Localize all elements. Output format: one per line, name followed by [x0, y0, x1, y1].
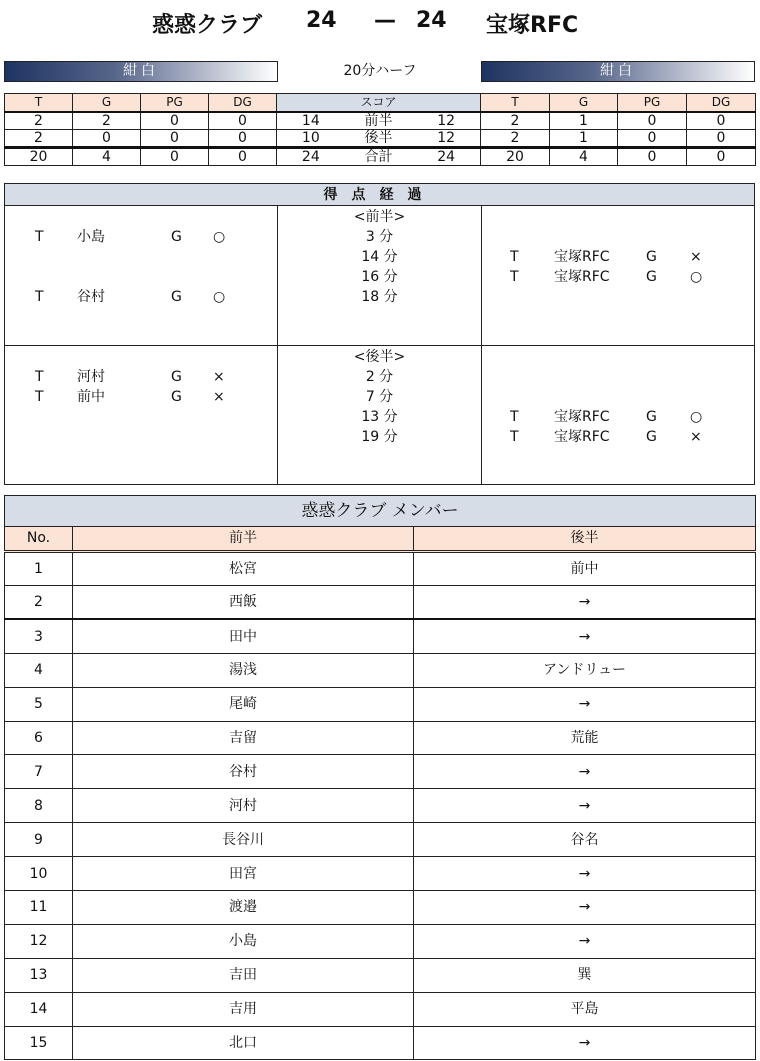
score-entry	[5, 367, 277, 387]
half-label: <後半>	[353, 349, 406, 365]
member-row	[5, 619, 756, 653]
second-half-home-scores	[5, 346, 278, 484]
away-dg: 0	[687, 112, 756, 130]
score-separator: —	[374, 8, 396, 33]
home-points: 24	[301, 149, 320, 165]
score-table	[4, 93, 756, 166]
header-away-pg: PG	[618, 94, 687, 112]
second-half-player: →	[414, 586, 756, 620]
player-no: 6	[5, 721, 73, 755]
member-table	[4, 495, 756, 1060]
score-cell	[277, 148, 481, 166]
period-label: 合計	[364, 149, 393, 165]
home-score: 24	[306, 8, 337, 33]
score-row-first-half	[5, 112, 756, 130]
away-g: 1	[550, 112, 618, 130]
away-pg: 0	[618, 130, 687, 148]
header-score: スコア	[277, 94, 481, 112]
conversion-result: ○	[213, 289, 226, 305]
scorer-name: 宝塚RFC	[554, 409, 610, 425]
player-no: 3	[5, 619, 73, 653]
header-home-dg: DG	[209, 94, 277, 112]
player-no: 2	[5, 586, 73, 620]
time-entry: 16 分	[361, 269, 398, 285]
score-type: T	[510, 249, 519, 265]
scorer-name: 谷村	[77, 289, 105, 305]
away-pg: 0	[618, 148, 687, 166]
second-half-player: →	[414, 619, 756, 653]
player-no: 8	[5, 789, 73, 823]
second-half-player: 巽	[414, 958, 756, 992]
first-half-home-scores	[5, 206, 278, 345]
score-type: T	[510, 269, 519, 285]
header-home-pg: PG	[141, 94, 209, 112]
away-score: 24	[416, 8, 447, 33]
first-half-player: 北口	[73, 1026, 414, 1060]
scorer-name: 小島	[77, 229, 105, 245]
second-half-player: →	[414, 1026, 756, 1060]
first-half-player: 小島	[73, 924, 414, 958]
header-away-g: G	[550, 94, 618, 112]
second-half-player: →	[414, 891, 756, 925]
second-half-player: →	[414, 857, 756, 891]
conversion-result: ○	[213, 229, 226, 245]
time-entry: 19 分	[361, 429, 398, 445]
time-entry: 13 分	[361, 409, 398, 425]
away-t: 2	[481, 112, 550, 130]
score-type: T	[35, 289, 44, 305]
second-half-player: →	[414, 755, 756, 789]
member-row	[5, 687, 756, 721]
time-entry: 2 分	[365, 369, 394, 385]
scorer-name: 宝塚RFC	[554, 249, 610, 265]
home-points: 14	[301, 112, 320, 129]
away-g: 1	[550, 130, 618, 148]
away-t: 20	[481, 148, 550, 166]
home-pg: 0	[141, 112, 209, 130]
scoring-progress	[4, 183, 755, 485]
time-entry: 7 分	[365, 389, 394, 405]
half-label: <前半>	[353, 209, 406, 225]
home-g: 4	[73, 148, 141, 166]
home-dg: 0	[209, 112, 277, 130]
header-no: No.	[5, 527, 73, 552]
score-type: T	[35, 369, 44, 385]
home-g: 2	[73, 112, 141, 130]
away-dg: 0	[687, 130, 756, 148]
player-no: 11	[5, 891, 73, 925]
second-half-times	[278, 346, 482, 484]
conversion-label: G	[171, 289, 182, 305]
home-g: 0	[73, 130, 141, 148]
member-row	[5, 552, 756, 586]
conversion-label: G	[646, 429, 657, 445]
score-entry	[482, 267, 754, 287]
first-half-times	[278, 206, 482, 345]
member-row	[5, 1026, 756, 1060]
header-away-t: T	[481, 94, 550, 112]
second-half-player: アンドリュー	[414, 653, 756, 687]
member-row	[5, 586, 756, 620]
score-entry	[5, 227, 277, 247]
first-half-player: 吉用	[73, 992, 414, 1026]
score-row-second-half	[5, 130, 756, 148]
score-type: T	[510, 429, 519, 445]
member-caption: 惑惑クラブ メンバー	[5, 496, 756, 527]
score-row-total	[5, 148, 756, 166]
first-half-player: 吉留	[73, 721, 414, 755]
conversion-result: ×	[213, 389, 225, 405]
conversion-result: ○	[690, 409, 703, 425]
scoring-progress-header: 得点経過	[5, 184, 754, 206]
member-header-row	[5, 527, 756, 552]
first-half-player: 松宮	[73, 552, 414, 586]
first-half-player: 長谷川	[73, 823, 414, 857]
score-type: T	[35, 229, 44, 245]
member-row	[5, 721, 756, 755]
home-t: 20	[5, 148, 73, 166]
second-half-player: →	[414, 687, 756, 721]
player-no: 7	[5, 755, 73, 789]
score-cell	[277, 130, 481, 148]
score-entry	[482, 427, 754, 447]
conversion-result: ○	[690, 269, 703, 285]
score-entry	[5, 287, 277, 307]
scorer-name: 宝塚RFC	[554, 429, 610, 445]
score-entry	[482, 247, 754, 267]
conversion-label: G	[171, 369, 182, 385]
away-t: 2	[481, 130, 550, 148]
member-row	[5, 857, 756, 891]
conversion-result: ×	[690, 249, 702, 265]
player-no: 15	[5, 1026, 73, 1060]
first-half-player: 渡邉	[73, 891, 414, 925]
scorer-name: 前中	[77, 389, 105, 405]
first-half-player: 湯浅	[73, 653, 414, 687]
home-points: 10	[301, 130, 320, 146]
player-no: 12	[5, 924, 73, 958]
conversion-label: G	[171, 389, 182, 405]
member-row	[5, 958, 756, 992]
second-half-player: 平島	[414, 992, 756, 1026]
away-jersey-color: 紺白	[481, 61, 755, 82]
member-row	[5, 789, 756, 823]
second-half-player: 前中	[414, 552, 756, 586]
period-label: 後半	[364, 130, 393, 146]
player-no: 13	[5, 958, 73, 992]
second-half-player: 谷名	[414, 823, 756, 857]
away-pg: 0	[618, 112, 687, 130]
match-title	[0, 8, 760, 42]
first-half-player: 尾崎	[73, 687, 414, 721]
conversion-result: ×	[690, 429, 702, 445]
member-row	[5, 891, 756, 925]
away-g: 4	[550, 148, 618, 166]
player-no: 4	[5, 653, 73, 687]
away-team-name: 宝塚RFC	[486, 13, 579, 38]
home-team-name: 惑惑クラブ	[152, 13, 263, 38]
score-type: T	[510, 409, 519, 425]
home-t: 2	[5, 112, 73, 130]
player-no: 14	[5, 992, 73, 1026]
conversion-label: G	[171, 229, 182, 245]
scorer-name: 河村	[77, 369, 105, 385]
player-no: 10	[5, 857, 73, 891]
second-half-block	[5, 346, 754, 484]
home-jersey-color: 紺白	[4, 61, 278, 82]
member-table-caption	[5, 496, 756, 527]
away-dg: 0	[687, 148, 756, 166]
header-first-half: 前半	[73, 527, 414, 552]
away-points: 24	[437, 149, 456, 165]
time-entry: 14 分	[361, 249, 398, 265]
score-entry	[5, 387, 277, 407]
scorer-name: 宝塚RFC	[554, 269, 610, 285]
score-type: T	[35, 389, 44, 405]
score-header-row	[5, 94, 756, 112]
home-dg: 0	[209, 130, 277, 148]
header-away-dg: DG	[687, 94, 756, 112]
member-row	[5, 992, 756, 1026]
conversion-label: G	[646, 409, 657, 425]
header-second-half: 後半	[414, 527, 756, 552]
conversion-label: G	[646, 249, 657, 265]
player-no: 9	[5, 823, 73, 857]
first-half-player: 田中	[73, 619, 414, 653]
first-half-player: 河村	[73, 789, 414, 823]
second-half-player: 荒能	[414, 721, 756, 755]
first-half-block	[5, 206, 754, 346]
first-half-player: 西飯	[73, 586, 414, 620]
header-home-t: T	[5, 94, 73, 112]
member-row	[5, 924, 756, 958]
score-entry	[482, 407, 754, 427]
member-row	[5, 823, 756, 857]
header-home-g: G	[73, 94, 141, 112]
match-format: 20分ハーフ	[343, 63, 417, 79]
first-half-player: 田宮	[73, 857, 414, 891]
home-pg: 0	[141, 148, 209, 166]
home-dg: 0	[209, 148, 277, 166]
member-row	[5, 653, 756, 687]
conversion-label: G	[646, 269, 657, 285]
member-row	[5, 755, 756, 789]
second-half-player: →	[414, 789, 756, 823]
period-label: 前半	[364, 112, 393, 129]
first-half-away-scores	[482, 206, 754, 345]
conversion-result: ×	[213, 369, 225, 385]
time-entry: 3 分	[365, 229, 394, 245]
first-half-player: 吉田	[73, 958, 414, 992]
away-points: 12	[437, 112, 456, 129]
second-half-away-scores	[482, 346, 754, 484]
player-no: 5	[5, 687, 73, 721]
time-entry: 18 分	[361, 289, 398, 305]
away-points: 12	[437, 130, 456, 146]
score-cell	[277, 112, 481, 130]
home-t: 2	[5, 130, 73, 148]
player-no: 1	[5, 552, 73, 586]
home-pg: 0	[141, 130, 209, 148]
second-half-player: →	[414, 924, 756, 958]
first-half-player: 谷村	[73, 755, 414, 789]
